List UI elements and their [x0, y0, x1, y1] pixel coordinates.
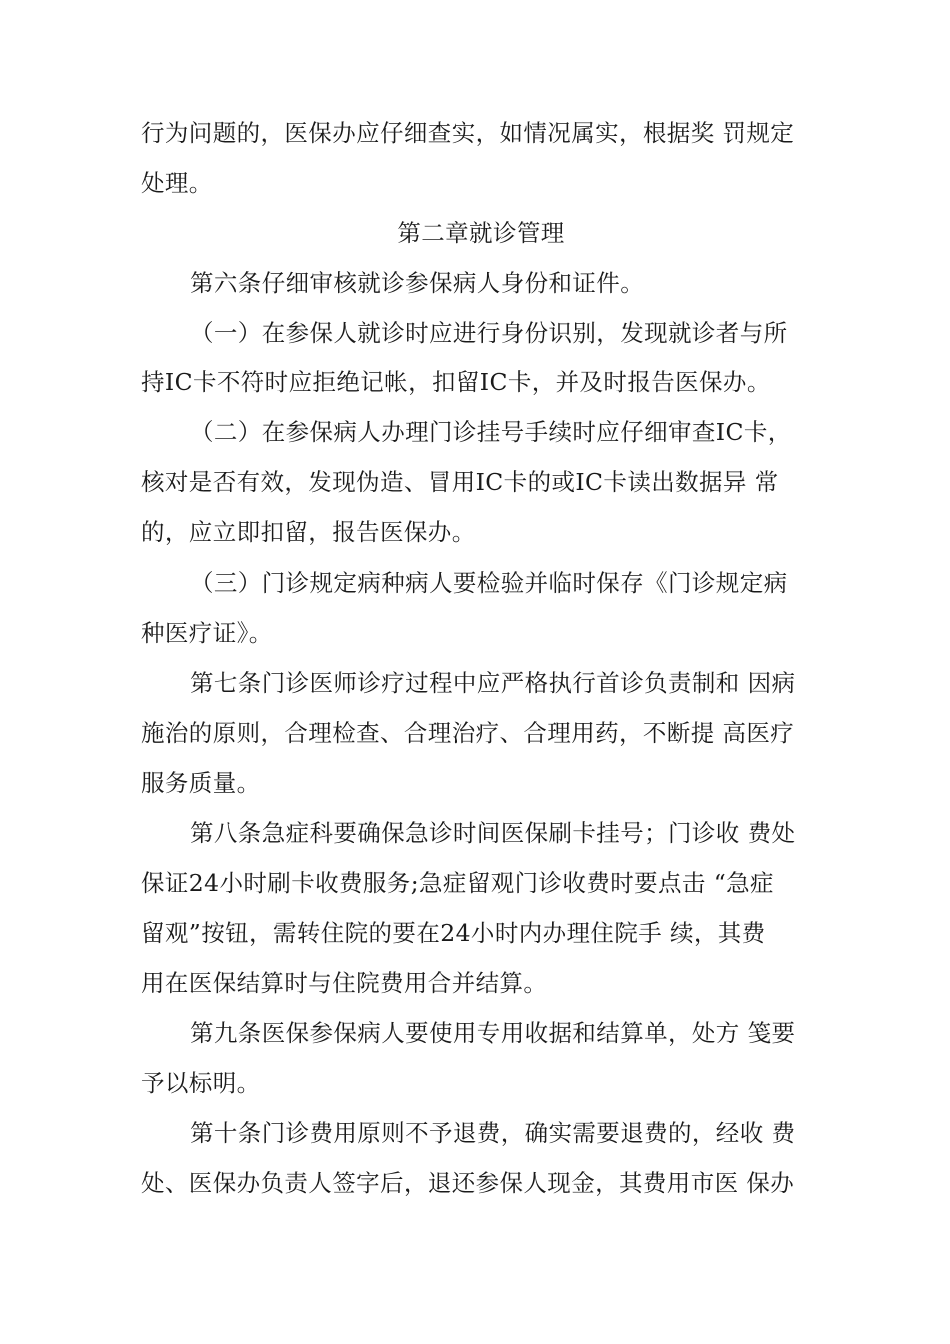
text-line: 第九条医保参保病人要使用专用收据和结算单，处方 笺要 — [190, 1019, 796, 1047]
text-line: 持IC卡不符时应拒绝记帐，扣留IC卡，并及时报告医保办。 — [141, 368, 771, 396]
text-line: 保证24小时刷卡收费服务;急症留观门诊收费时要点击 “急症 — [141, 869, 774, 897]
text-line: 第七条门诊医师诊疗过程中应严格执行首诊负责制和 因病 — [190, 669, 796, 697]
text-line: 核对是否有效，发现伪造、冒用IC卡的或IC卡读出数据异 常 — [141, 468, 779, 496]
text-line: 留观”按钮，需转住院的要在24小时内办理住院手 续，其费 — [141, 919, 766, 947]
text-line: 第八条急症科要确保急诊时间医保刷卡挂号；门诊收 费处 — [190, 819, 796, 847]
text-line: 行为问题的，医保办应仔细查实，如情况属实，根据奖 罚规定 — [141, 119, 795, 147]
text-line: 的，应立即扣留，报告医保办。 — [141, 518, 476, 546]
text-line: （二）在参保病人办理门诊挂号手续时应仔细审查IC卡， — [190, 418, 792, 446]
text-line: 处、医保办负责人签字后，退还参保人现金，其费用市医 保办 — [141, 1169, 795, 1197]
chapter-heading: 第二章就诊管理 — [397, 219, 565, 247]
text-line: 第六条仔细审核就诊参保病人身份和证件。 — [190, 269, 645, 297]
text-line: （一）在参保人就诊时应进行身份识别，发现就诊者与所 — [190, 319, 788, 347]
text-line: 施治的原则，合理检查、合理治疗、合理用药，不断提 高医疗 — [141, 719, 795, 747]
text-line: 处理。 — [141, 169, 213, 197]
text-line: 予以标明。 — [141, 1069, 261, 1097]
text-line: 种医疗证》。 — [141, 619, 273, 647]
text-line: 服务质量。 — [141, 769, 261, 797]
text-line: （三）门诊规定病种病人要检验并临时保存《门诊规定病 — [190, 569, 788, 597]
text-line: 用在医保结算时与住院费用合并结算。 — [141, 969, 548, 997]
text-line: 第十条门诊费用原则不予退费，确实需要退费的，经收 费 — [190, 1119, 796, 1147]
